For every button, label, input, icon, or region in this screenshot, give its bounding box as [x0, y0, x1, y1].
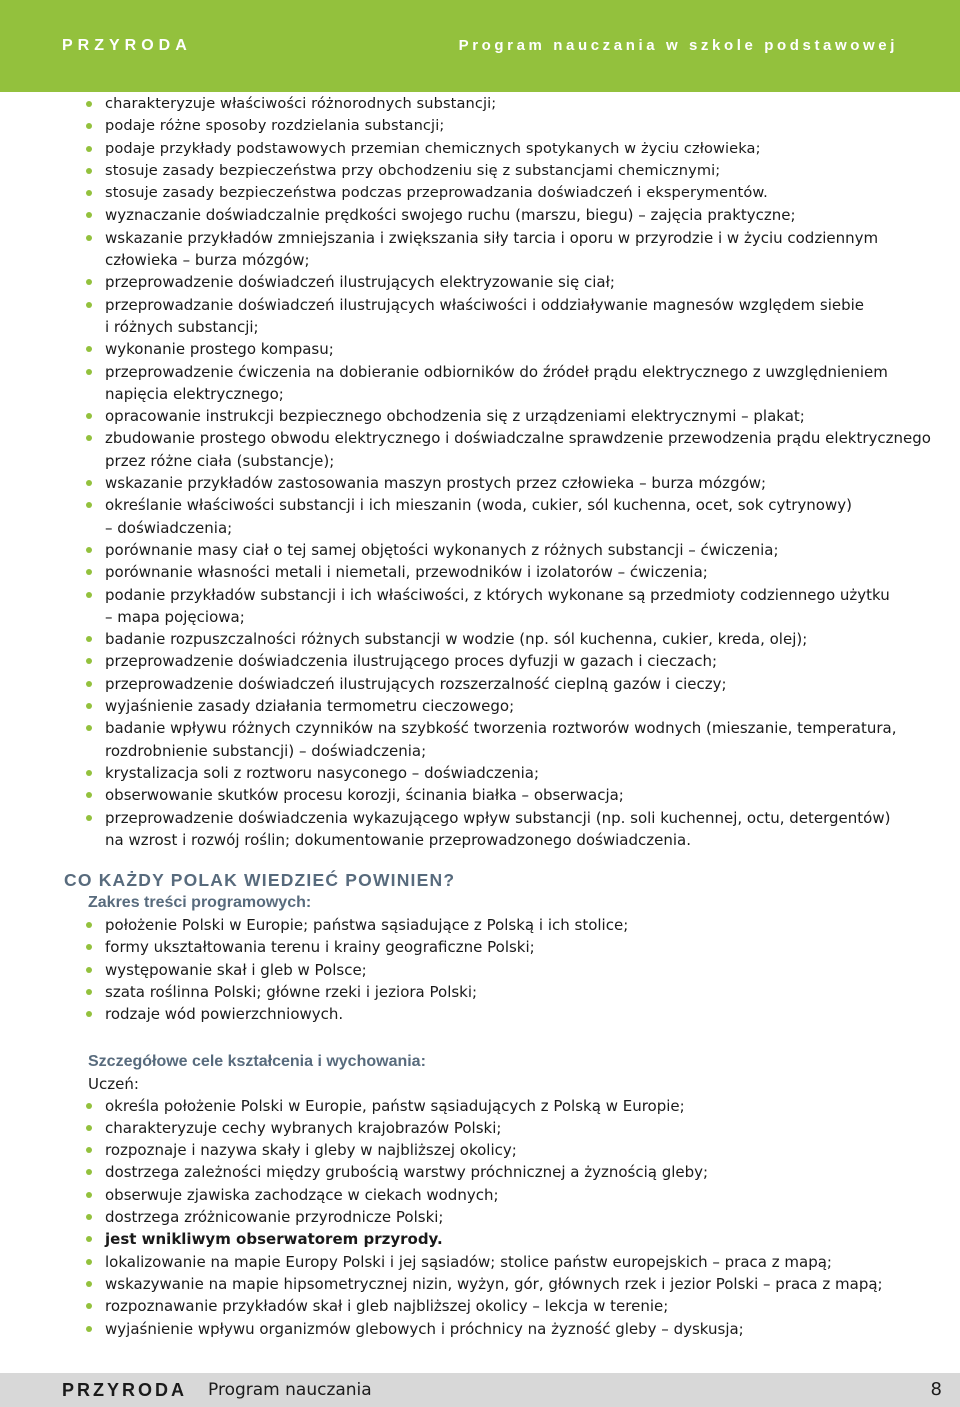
list-item: określa położenie Polski w Europie, państw sąsiadujących z Polską w Europie; [0, 1095, 960, 1117]
list-item: dostrzega zróżnicowanie przyrodnicze Polski; [0, 1206, 960, 1228]
list-item-line: określanie właściwości substancji i ich mieszanin (woda, cukier, sól kuchenna, ocet, sok cytrynowy) [105, 496, 852, 515]
list-item-line: na wzrost i rozwój roślin; dokumentowanie przeprowadzonego doświadczenia. [105, 830, 691, 849]
list-item-line: przeprowadzanie doświadczeń ilustrujących właściwości i oddziaływanie magnesów względem siebie [105, 295, 865, 314]
header-program-title: Program nauczania w szkole podstawowej [458, 37, 898, 54]
list-item-line: przeprowadzenie doświadczenia ilustrującego proces dyfuzji w gazach i cieczach; [105, 652, 718, 671]
list-cele [0, 1095, 960, 1340]
list-item-line: wyznaczanie doświadczalnie prędkości swojego ruchu (marszu, biegu) – zajęcia praktyczne; [105, 206, 796, 225]
list-item [0, 584, 960, 629]
list-item-line: przeprowadzenie doświadczenia wykazującego wpływ substancji (np. soli kuchennej, octu, detergentów) [105, 808, 891, 827]
uczen-label: Uczeń: [88, 1074, 139, 1093]
list-item: obserwuje zjawiska zachodzące w ciekach wodnych; [0, 1184, 960, 1206]
list-item [0, 561, 960, 583]
footer-bar [0, 1373, 960, 1407]
list-item: stosuje zasady bezpieczeństwa podczas przeprowadzania doświadczeń i eksperymentów. [0, 182, 960, 204]
list-item-line: przeprowadzenie doświadczeń ilustrujących elektryzowanie się ciał; [105, 273, 615, 292]
list-item-line: – doświadczenia; [105, 518, 233, 537]
list-skills [0, 93, 960, 204]
list-zakres [0, 914, 960, 1025]
list-item [0, 695, 960, 717]
section-title: CO KAŻDY POLAK WIEDZIEĆ POWINIEN? [64, 870, 456, 891]
subsection-title-cele: Szczegółowe cele kształcenia i wychowania: [88, 1052, 426, 1070]
list-item: dostrzega zależności między grubością warstwy próchnicznej a żyznością gleby; [0, 1161, 960, 1183]
list-item: wskazywanie na mapie hipsometrycznej nizin, wyżyn, gór, głównych rzek i jezior Polski – praca z mapą; [0, 1273, 960, 1295]
footer-program: Program nauczania [208, 1380, 372, 1400]
list-item: stosuje zasady bezpieczeństwa przy obchodzeniu się z substancjami chemicznymi; [0, 160, 960, 182]
list-item [0, 807, 960, 852]
list-item: podaje przykłady podstawowych przemian chemicznych spotykanych w życiu człowieka; [0, 138, 960, 160]
list-item: rozpoznawanie przykładów skał i gleb najbliższej okolicy – lekcja w terenie; [0, 1295, 960, 1317]
list-item [0, 405, 960, 427]
header-bar [0, 0, 960, 92]
list-item-line: rozdrobnienie substancji) – doświadczenia; [105, 741, 427, 760]
page-number: 8 [930, 1379, 942, 1400]
list-item-line: przeprowadzenie ćwiczenia na dobieranie odbiorników do źródeł prądu elektrycznego z uwzględnieniem [105, 362, 888, 381]
list-item [0, 717, 960, 762]
list-item-line: obserwowanie skutków procesu korozji, ścinania białka – obserwacja; [105, 786, 624, 805]
list-item: rozpoznaje i nazywa skały i gleby w najbliższej okolicy; [0, 1139, 960, 1161]
list-item-line: badanie wpływu różnych czynników na szybkość tworzenia roztworów wodnych (mieszanie, temperatura, [105, 719, 897, 738]
list-item: formy ukształtowania terenu i krainy geograficzne Polski; [0, 936, 960, 958]
list-item [0, 784, 960, 806]
list-item [0, 673, 960, 695]
list-item-line: porównanie masy ciał o tej samej objętości wykonanych z różnych substancji – ćwiczenia; [105, 540, 779, 559]
list-item-line: wskazanie przykładów zmniejszania i zwiększania siły tarcia i oporu w przyrodzie i w życiu codziennym [105, 228, 879, 247]
list-item-line: napięcia elektrycznego; [105, 384, 284, 403]
list-item [0, 204, 960, 226]
list-item-line: wskazanie przykładów zastosowania maszyn prostych przez człowieka – burza mózgów; [105, 474, 767, 493]
list-item-line: porównanie własności metali i niemetali, przewodników i izolatorów – ćwiczenia; [105, 563, 708, 582]
list-item: szata roślinna Polski; główne rzeki i jeziora Polski; [0, 981, 960, 1003]
list-item-line: i różnych substancji; [105, 317, 259, 336]
list-item: jest wnikliwym obserwatorem przyrody. [0, 1228, 960, 1250]
list-item [0, 338, 960, 360]
list-item: charakteryzuje cechy wybranych krajobrazów Polski; [0, 1117, 960, 1139]
list-item-line: podanie przykładów substancji i ich właściwości, z których wykonane są przedmioty codziennego użytku [105, 585, 890, 604]
list-item [0, 472, 960, 494]
list-item-line: człowieka – burza mózgów; [105, 251, 310, 270]
list-item [0, 271, 960, 293]
list-item [0, 294, 960, 339]
list-item-line: krystalizacja soli z roztworu nasyconego – doświadczenia; [105, 763, 540, 782]
list-item-line: wykonanie prostego kompasu; [105, 340, 334, 359]
list-item [0, 628, 960, 650]
list-item [0, 361, 960, 406]
list-item-line: zbudowanie prostego obwodu elektrycznego i doświadczalne sprawdzenie przewodzenia prądu elektrycznego [105, 429, 931, 448]
list-item-line: przeprowadzenie doświadczeń ilustrujących rozszerzalność cieplną gazów i cieczy; [105, 674, 727, 693]
subsection-title-zakres: Zakres treści programowych: [88, 894, 312, 912]
list-item-line: wyjaśnienie zasady działania termometru cieczowego; [105, 697, 515, 716]
list-item-line: opracowanie instrukcji bezpiecznego obchodzenia się z urządzeniami elektrycznymi – plakat; [105, 407, 805, 426]
list-item-line: przez różne ciała (substancje); [105, 451, 335, 470]
list-item: charakteryzuje właściwości różnorodnych substancji; [0, 93, 960, 115]
list-item [0, 494, 960, 539]
list-item-line: badanie rozpuszczalności różnych substancji w wodzie (np. sól kuchenna, cukier, kreda, olej); [105, 630, 808, 649]
list-item [0, 539, 960, 561]
list-item-line: – mapa pojęciowa; [105, 607, 245, 626]
list-item: podaje różne sposoby rozdzielania substancji; [0, 115, 960, 137]
list-item [0, 427, 960, 472]
list-item: występowanie skał i gleb w Polsce; [0, 959, 960, 981]
page-content [0, 93, 960, 1340]
list-item [0, 227, 960, 272]
list-item: wyjaśnienie wpływu organizmów glebowych i próchnicy na żyzność gleby – dyskusja; [0, 1318, 960, 1340]
list-item: położenie Polski w Europie; państwa sąsiadujące z Polską i ich stolice; [0, 914, 960, 936]
list-item: lokalizowanie na mapie Europy Polski i jej sąsiadów; stolice państw europejskich – praca z mapą; [0, 1251, 960, 1273]
list-item [0, 650, 960, 672]
list-item: rodzaje wód powierzchniowych. [0, 1003, 960, 1025]
footer-subject: PRZYRODA [62, 1380, 188, 1400]
header-subject: PRZYRODA [62, 37, 192, 54]
list-item [0, 762, 960, 784]
list-activities [0, 204, 960, 851]
